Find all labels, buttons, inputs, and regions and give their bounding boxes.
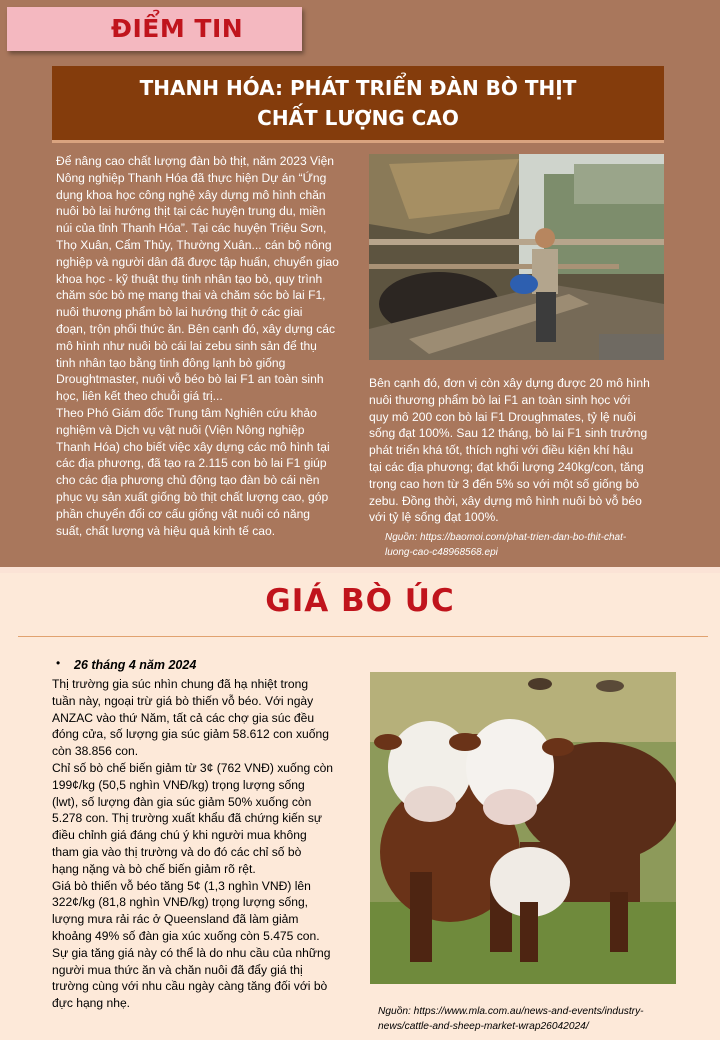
text-line: Thọ Xuân, Cẩm Thủy, Thường Xuân... cán bộ nông [56,238,332,252]
text-line: tại các địa phương; đạt khối lượng 240kg/con, tăng [369,460,644,474]
text-line: đực hạng nhẹ. [52,996,131,1011]
text-line: Thanh Hóa) cho biết việc xây dựng các mô hình tại [56,439,330,454]
text-line: hạng nặng và bò chế biến giảm rõ rệt. [52,861,256,876]
text-line: học, liên kết theo chuỗi giá trị... [56,389,223,404]
text-line: Thị trường gia súc nhìn chung đã hạ nhiệt trong [52,677,309,691]
article-source [385,530,675,560]
text-line: còn 38.856 con. [52,744,139,759]
text-line: nuôi thương phẩm bò lai hướng thịt ở các giai [56,305,303,320]
text-line: 199¢/kg (50,5 nghìn VNĐ/kg) trọng lượng sống [52,777,305,792]
text-line: zebu. Đồng thời, xây dựng mô hình nuôi bò vỗ béo [369,493,642,508]
text-line: Chỉ số bò chế biến giảm từ 3¢ (762 VNĐ) xuống còn [52,761,334,775]
text-line: 322¢/kg (81,8 nghìn VNĐ/kg) trọng lượng sống, [52,895,309,910]
heading-underline [18,636,708,637]
text-line: tuần này, ngoại trừ giá bò thiến vỗ béo. Với ngày [52,693,314,708]
text-line: ANZAC vào thứ Năm, tất cả các chợ gia súc đều [52,710,315,725]
section-tag [7,7,302,51]
section-separator [0,567,720,573]
text-line: Để nâng cao chất lượng đàn bò thịt, năm 2023 Viện [56,154,335,168]
article-source-line-1: Nguồn: https://baomoi.com/phat-trien-dan-bo-thit-chat- [385,532,627,543]
price-source-line-1: Nguồn: https://www.mla.com.au/news-and-events/industry- [378,1006,644,1017]
text-line: tinh nhân tạo bằng tinh đông lạnh bò giống [56,355,286,370]
text-line: lượng mưa rải rác ở Queensland đã làm giảm [52,912,299,927]
text-line: phát triển khá tốt, thích nghi với điều kiện khí hậu [369,443,634,458]
text-line: khoa học - kỹ thuật thụ tinh nhân tạo bò, quy trình [56,271,323,286]
article-title-banner [52,66,664,143]
price-section-heading: GIÁ BÒ ÚC [265,583,455,619]
text-line: suất, chất lượng và hiệu quả kinh tế cao. [56,523,276,538]
text-line: (lwt), số lượng đàn gia súc giảm 50% xuống còn [52,794,312,809]
text-line: nghiệp và người dân đã được tập huấn, chuyển giao [56,254,339,269]
price-article-source [378,1004,698,1034]
bullet-icon: • [56,656,61,670]
text-line: Droughtmaster, nuôi vỗ béo bò lai F1 an toàn sinh [56,372,324,387]
farmer-cattle-photo [369,154,664,360]
text-line: chăm sóc bò mẹ mang thai và chăm sóc bò lai F1, [56,288,326,303]
report-date: 26 tháng 4 năm 2024 [74,658,197,672]
text-line: đoạn, trộn phối thức ăn. Bên cạnh đó, xây dựng các [56,322,336,336]
section-tag-label: ĐIỂM TIN [111,14,244,43]
text-line: dụng khoa học công nghệ xây dựng mô hình chăn [56,187,326,202]
text-line: phục vụ sản xuất giống bò thịt chất lượng cao, góp [56,490,329,504]
text-line: sống đạt 100%. Sau 12 tháng, bò lai F1 sinh trưởng [369,426,648,441]
text-line: điều chỉnh giá đáng chú ý khi người mua không [52,828,307,843]
text-line: khoảng 49% số đàn gia xúc xuống còn 5.475 con. [52,929,320,943]
text-line: nuôi bò lai hướng thịt tại các huyện trung du, miền [56,204,326,219]
text-line: nuôi thương phẩm bò lai F1 an toàn sinh học với [369,392,631,407]
text-line: 5.278 con. Thị trường xuất khẩu đã chứng kiến sự [52,811,322,826]
text-line: mô hình như nuôi bò cái lai zebu sinh sản để thụ [56,338,317,353]
text-line: nghiệm và Dịch vụ vật nuôi (Viện Nông nghiệp [56,422,305,437]
text-line: Theo Phó Giám đốc Trung tâm Nghiên cứu khảo [56,406,317,420]
text-line: đóng cửa, số lượng gia súc giảm 58.612 con xuống [52,727,329,742]
text-line: Sự gia tăng giá này có thể là do nhu cầu của những [52,945,331,960]
text-line: quy mô 200 con bò lai F1 Droughmates, tỷ lệ nuôi [369,409,636,424]
text-line: các địa phương, đã tạo ra 2.115 con bò lai F1 giúp [56,456,327,471]
text-line: với tỷ lệ sống đạt 100%. [369,510,499,525]
text-line: tham gia vào thị trường và do đó các chỉ số bò [52,845,302,859]
text-line: Nông nghiệp Thanh Hóa đã thực hiện Dự án “Ứng [56,170,327,185]
text-line: Bên cạnh đó, đơn vị còn xây dựng được 20 mô hình [369,376,650,390]
text-line: núi của tỉnh Thanh Hóa”. Tại các huyện Triệu Sơn, [56,221,327,236]
text-line: trường cùng với nhu cầu ngày càng tăng đối với bò [52,979,328,994]
text-line: phần chuyển đổi cơ cấu giống vật nuôi có năng [56,506,311,521]
text-line: cho các địa phương chủ động tạo đàn bò cái nền [56,473,320,488]
article-title-line-2: CHẤT LƯỢNG CAO [257,106,459,130]
price-source-line-2: news/cattle-and-sheep-market-wrap26042024/ [378,1021,589,1032]
article-source-line-2: luong-cao-c48968568.epi [385,547,498,558]
text-line: Giá bò thiến vỗ béo tăng 5¢ (1,3 nghìn VNĐ) lên [52,878,311,893]
text-line: người mua thức ăn và chăn nuôi đã đẩy giá thị [52,962,303,977]
article-title-line-1: THANH HÓA: PHÁT TRIỂN ĐÀN BÒ THỊT [139,76,577,100]
text-line: trọng cao hơn từ 3 đến 5% so với một số giống bò [369,476,640,491]
hereford-cattle-photo [370,672,676,984]
